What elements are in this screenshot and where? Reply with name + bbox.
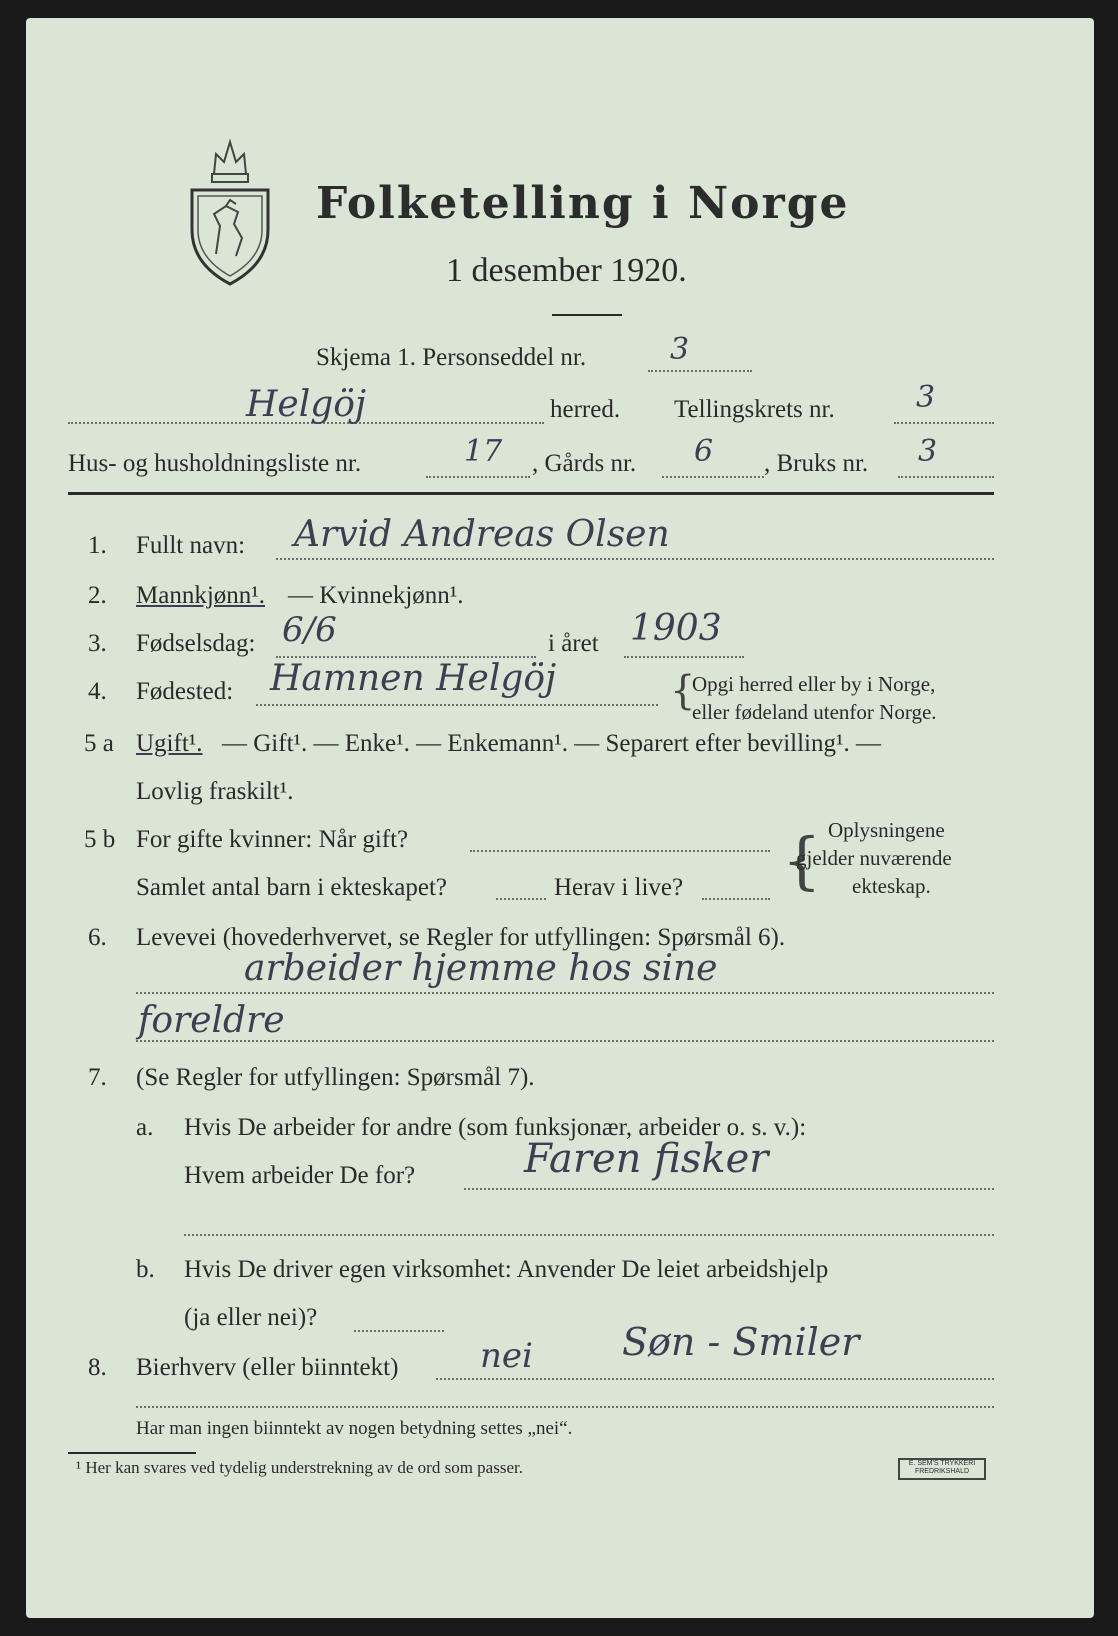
q8-number: 8. — [88, 1354, 107, 1381]
q4-note-line1: Opgi herred eller by i Norge, — [692, 672, 936, 696]
q7b-ja-nei-label: (ja eller nei)? — [184, 1304, 318, 1331]
q5b-brace: { — [782, 824, 822, 897]
q7a-label: Hvis De arbeider for andre (som funksjonær, arbeider o. s. v.): — [184, 1114, 807, 1141]
q5b-note-line2: gjelder nuværende — [796, 846, 952, 870]
q5a-number: 5 a — [84, 730, 114, 757]
q3-number: 3. — [88, 630, 107, 657]
q1-line[interactable] — [276, 558, 994, 560]
q5b-herav-line[interactable] — [702, 898, 770, 900]
q5b-barn-line[interactable] — [496, 898, 546, 900]
bruks-value: 3 — [918, 434, 938, 469]
herred-label: herred. — [550, 396, 621, 423]
q1-number: 1. — [88, 532, 107, 559]
printer-stamp-line2: FREDRIKSHALD — [914, 1468, 970, 1475]
q5a-lovlig-fraskilt[interactable]: Lovlig fraskilt¹. — [136, 778, 294, 805]
q5b-herav-label: Herav i live? — [554, 874, 684, 901]
tellingskrets-label: Tellingskrets nr. — [674, 396, 835, 423]
gards-label: , Gårds nr. — [532, 450, 637, 477]
q8-value-nei: nei — [480, 1336, 533, 1376]
q7b-line[interactable] — [354, 1330, 444, 1332]
q5b-note-line1: Oplysningene — [828, 818, 945, 842]
skjema-label: Skjema 1. Personseddel nr. — [316, 344, 587, 371]
q3-value: 6/6 — [282, 610, 337, 650]
q6-value-line2: foreldre — [138, 1000, 285, 1041]
q4-number: 4. — [88, 678, 107, 705]
q1-value: Arvid Andreas Olsen — [294, 514, 670, 555]
q6-number: 6. — [88, 924, 107, 951]
tellingskrets-line[interactable] — [894, 422, 994, 424]
q4-note-line2: eller fødeland utenfor Norge. — [692, 700, 937, 724]
q7b-label: Hvis De driver egen virksomhet: Anvender De leiet arbeidshjelp — [184, 1256, 829, 1283]
footnote-rule — [68, 1452, 196, 1454]
husliste-label: Hus- og husholdningsliste nr. — [68, 450, 362, 477]
bruks-line[interactable] — [898, 476, 994, 478]
q6-label: Levevei (hovederhvervet, se Regler for utfyllingen: Spørsmål 6). — [136, 924, 786, 951]
q7-number: 7. — [88, 1064, 107, 1091]
q5a-other-options[interactable]: — Gift¹. — Enke¹. — Enkemann¹. — Separert efter bevilling¹. — — [222, 730, 881, 757]
q6-line1[interactable] — [136, 992, 994, 994]
q8-label: Bierhverv (eller biinntekt) — [136, 1354, 399, 1381]
q2-number: 2. — [88, 582, 107, 609]
q3-year-value: 1903 — [630, 608, 722, 649]
q8-value-son: Søn - Smiler — [622, 1320, 860, 1364]
printer-stamp-line1: E. SEM'S TRYKKERI — [908, 1460, 976, 1467]
tellingskrets-value: 3 — [916, 380, 936, 415]
q5b-note-line3: ekteskap. — [852, 874, 931, 898]
q3-year-line[interactable] — [624, 656, 744, 658]
footer-note: Har man ingen biinntekt av nogen betydning settes „nei“. — [136, 1418, 573, 1439]
husliste-line[interactable] — [426, 476, 530, 478]
q8-line1[interactable] — [436, 1378, 994, 1380]
census-form — [26, 18, 1094, 1618]
husliste-value: 17 — [464, 434, 503, 469]
census-date: 1 desember 1920. — [446, 252, 687, 289]
printer-stamp — [898, 1458, 986, 1480]
q6-value-line1: arbeider hjemme hos sine — [244, 948, 718, 989]
q7a-line2[interactable] — [184, 1234, 994, 1236]
form-title: Folketelling i Norge — [316, 178, 850, 229]
q5b-label: For gifte kvinner: Når gift? — [136, 826, 409, 853]
q3-year-label: i året — [548, 630, 599, 657]
q7a-value: Faren fisker — [524, 1136, 769, 1182]
q4-value: Hamnen Helgöj — [270, 658, 557, 699]
q2-kvinnekjonn-option[interactable]: — Kvinnekjønn¹. — [288, 582, 464, 609]
title-divider — [552, 314, 622, 316]
footnote: ¹ Her kan svares ved tydelig understrekning av de ord som passer. — [76, 1458, 523, 1477]
q3-label: Fødselsdag: — [136, 630, 256, 657]
q5a-ugift-option[interactable]: Ugift¹. — [136, 730, 203, 757]
q7a-letter: a. — [136, 1114, 154, 1141]
q7a-line1[interactable] — [464, 1188, 994, 1190]
header-rule — [68, 492, 994, 495]
q8-line2[interactable] — [136, 1406, 994, 1408]
q7a-hvem-label: Hvem arbeider De for? — [184, 1162, 416, 1189]
q7b-letter: b. — [136, 1256, 155, 1283]
q1-label: Fullt navn: — [136, 532, 246, 559]
q2-mannkjonn-option[interactable]: Mannkjønn¹. — [136, 582, 266, 609]
q5b-gift-line[interactable] — [470, 850, 770, 852]
coat-of-arms-icon — [186, 134, 274, 288]
q4-label: Fødested: — [136, 678, 234, 705]
gards-line[interactable] — [662, 476, 764, 478]
q7-label: (Se Regler for utfyllingen: Spørsmål 7). — [136, 1064, 535, 1091]
bruks-label: , Bruks nr. — [764, 450, 869, 477]
q5b-number: 5 b — [84, 826, 116, 853]
herred-value: Helgöj — [246, 384, 367, 425]
gards-value: 6 — [694, 434, 714, 469]
skjema-line — [648, 370, 752, 372]
q5b-barn-label: Samlet antal barn i ekteskapet? — [136, 874, 447, 901]
skjema-value: 3 — [670, 332, 690, 367]
q4-line[interactable] — [256, 704, 658, 706]
q4-brace: { — [670, 668, 696, 714]
